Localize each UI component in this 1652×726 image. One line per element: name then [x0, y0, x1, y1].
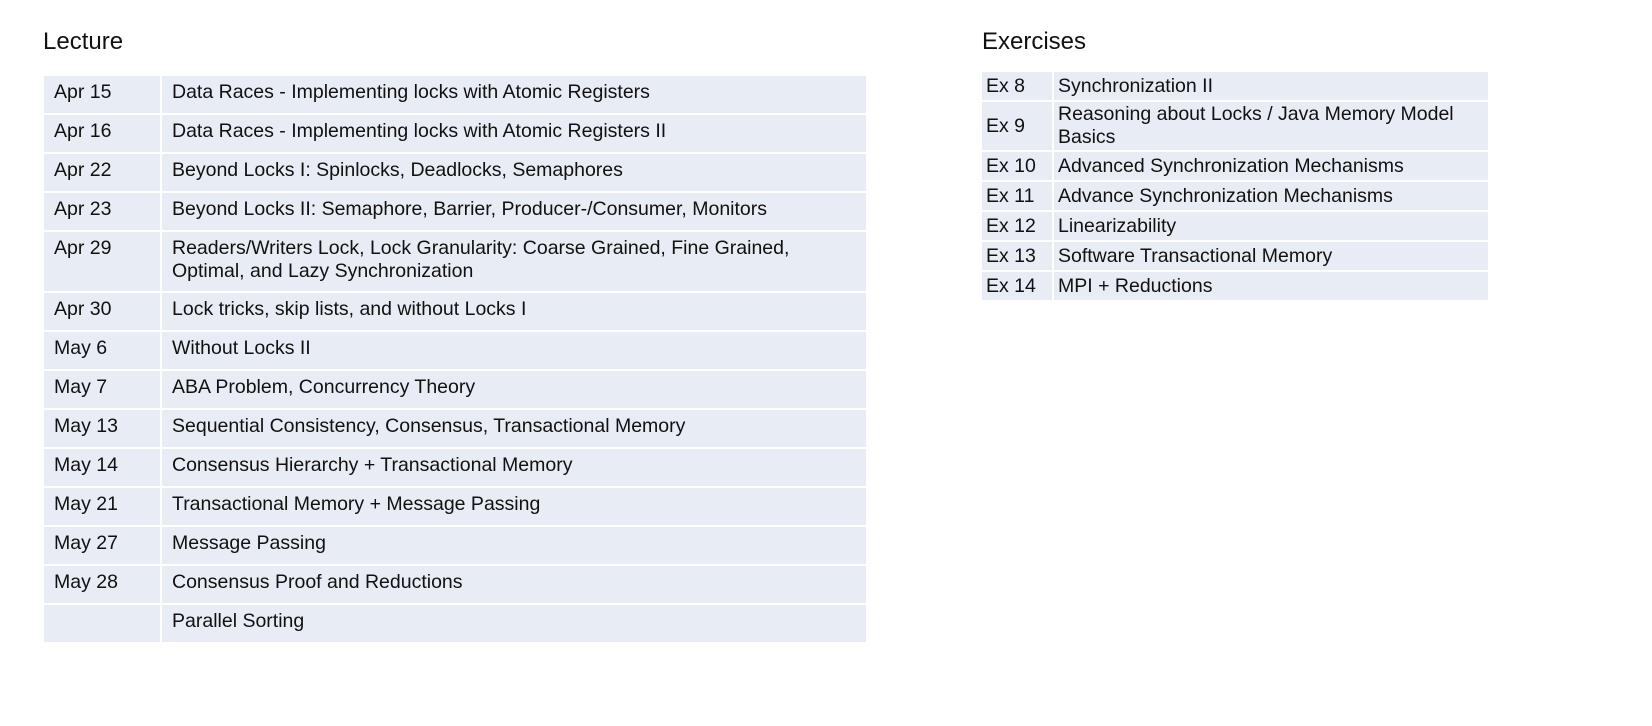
topic-cell: Consensus Proof and Reductions — [161, 565, 867, 604]
date-cell — [43, 604, 161, 643]
exercise-id-cell: Ex 8 — [981, 71, 1053, 101]
topic-cell: Advance Synchronization Mechanisms — [1053, 181, 1489, 211]
table-row — [981, 71, 1489, 101]
table-row — [43, 565, 867, 604]
table-row — [43, 409, 867, 448]
topic-cell: Linearizability — [1053, 211, 1489, 241]
date-cell: May 27 — [43, 526, 161, 565]
exercise-id-cell: Ex 11 — [981, 181, 1053, 211]
exercises-heading: Exercises — [982, 28, 1087, 55]
table-row — [43, 331, 867, 370]
date-cell: Apr 23 — [43, 192, 161, 231]
table-row — [43, 114, 867, 153]
topic-cell: Data Races - Implementing locks with Atomic Registers II — [161, 114, 867, 153]
date-cell: May 13 — [43, 409, 161, 448]
table-row — [981, 101, 1489, 151]
topic-cell: Lock tricks, skip lists, and without Locks I — [161, 292, 867, 331]
table-row — [43, 231, 867, 292]
topic-cell: Software Transactional Memory — [1053, 241, 1489, 271]
date-cell: May 14 — [43, 448, 161, 487]
exercise-id-cell: Ex 9 — [981, 101, 1053, 151]
exercise-id-cell: Ex 14 — [981, 271, 1053, 301]
exercise-id-cell: Ex 12 — [981, 211, 1053, 241]
exercises-table — [980, 70, 1490, 302]
date-cell: May 21 — [43, 487, 161, 526]
topic-cell: MPI + Reductions — [1053, 271, 1489, 301]
table-row — [43, 604, 867, 643]
date-cell: May 6 — [43, 331, 161, 370]
topic-cell: Beyond Locks II: Semaphore, Barrier, Producer-/Consumer, Monitors — [161, 192, 867, 231]
topic-cell: Consensus Hierarchy + Transactional Memory — [161, 448, 867, 487]
lecture-heading: Lecture — [43, 28, 124, 55]
topic-cell: Readers/Writers Lock, Lock Granularity: Coarse Grained, Fine Grained, Optimal, and Lazy Synchronization — [161, 231, 867, 292]
table-row — [43, 448, 867, 487]
topic-cell: Without Locks II — [161, 331, 867, 370]
date-cell: Apr 16 — [43, 114, 161, 153]
topic-cell: Message Passing — [161, 526, 867, 565]
date-cell: Apr 30 — [43, 292, 161, 331]
table-row — [981, 271, 1489, 301]
topic-cell: Sequential Consistency, Consensus, Transactional Memory — [161, 409, 867, 448]
table-row — [981, 181, 1489, 211]
topic-cell: Parallel Sorting — [161, 604, 867, 643]
topic-cell: Advanced Synchronization Mechanisms — [1053, 151, 1489, 181]
table-row — [43, 292, 867, 331]
exercise-id-cell: Ex 10 — [981, 151, 1053, 181]
table-row — [43, 153, 867, 192]
topic-cell: ABA Problem, Concurrency Theory — [161, 370, 867, 409]
table-row — [43, 192, 867, 231]
date-cell: Apr 22 — [43, 153, 161, 192]
table-row — [43, 487, 867, 526]
table-row — [43, 370, 867, 409]
table-row — [981, 211, 1489, 241]
topic-cell: Synchronization II — [1053, 71, 1489, 101]
exercise-id-cell: Ex 13 — [981, 241, 1053, 271]
topic-cell: Beyond Locks I: Spinlocks, Deadlocks, Semaphores — [161, 153, 867, 192]
date-cell: May 28 — [43, 565, 161, 604]
topic-cell: Transactional Memory + Message Passing — [161, 487, 867, 526]
topic-cell: Data Races - Implementing locks with Atomic Registers — [161, 75, 867, 114]
date-cell: Apr 15 — [43, 75, 161, 114]
table-row — [43, 75, 867, 114]
date-cell: May 7 — [43, 370, 161, 409]
lecture-table — [42, 74, 868, 644]
table-row — [43, 526, 867, 565]
date-cell: Apr 29 — [43, 231, 161, 292]
topic-cell: Reasoning about Locks / Java Memory Model Basics — [1053, 101, 1489, 151]
table-row — [981, 151, 1489, 181]
table-row — [981, 241, 1489, 271]
